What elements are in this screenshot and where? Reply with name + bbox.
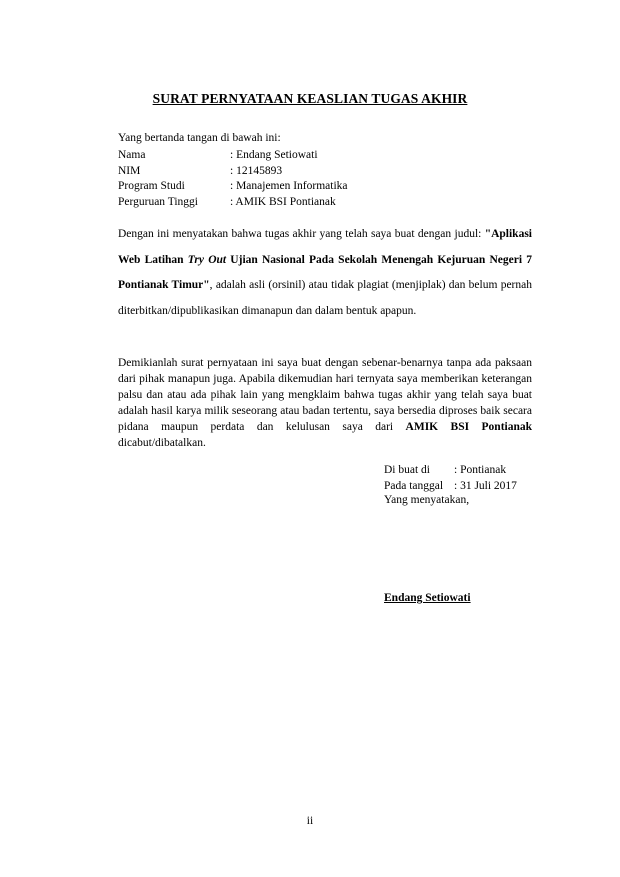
identity-value: : 12145893 [230,164,283,177]
identity-value: : Endang Setiowati [230,149,318,161]
declaration-paragraph [118,222,532,324]
document-title: SURAT PERNYATAAN KEASLIAN TUGAS AKHIR [152,91,468,106]
signature-table [384,462,517,494]
closing-tail: dicabut/dibatalkan. [118,437,206,449]
declaration-tail: , adalah asli (orsinil) atau tidak plagiat (menjiplak) dan belum pernah diterbitkan/dipublikasikan dimanapun dan dalam bentuk apapun. [118,279,532,317]
closing-paragraph [118,355,532,451]
identity-value: : AMIK BSI Pontianak [230,195,336,208]
identity-label: Program Studi [118,180,185,192]
place-value: : Pontianak [454,464,507,476]
thesis-title-part1: "Aplikasi Web Latihan [118,228,532,266]
date-value: : 31 Juli 2017 [454,480,517,492]
page-number: ii [306,815,314,827]
identity-label: Perguruan Tinggi [118,195,198,208]
place-label: Di buat di [384,464,430,476]
signature-date-row [384,478,517,494]
identity-value: : Manajemen Informatika [230,180,348,192]
date-label: Pada tanggal [384,480,444,492]
institution-name: AMIK BSI Pontianak [405,421,533,433]
thesis-title-part2: Ujian Nasional Pada Sekolah Menengah Kejuruan Negeri 7 Pontianak Timur" [118,253,533,291]
declaration-lead: Dengan ini menyatakan bahwa tugas akhir yang telah saya buat dengan judul: [118,228,485,240]
identity-row-name [118,148,348,164]
statement-text: Yang menyatakan, [384,494,470,506]
intro-text: Yang bertanda tangan di bawah ini: [118,132,281,144]
signer-name: Endang Setiowati [384,592,471,604]
identity-row-institution [118,195,348,211]
identity-label: Nama [118,149,146,161]
identity-table [118,148,348,210]
signature-place-row [384,462,517,478]
identity-label: NIM [118,164,141,177]
identity-row-program [118,179,348,195]
signature-block [384,462,517,506]
closing-text: Demikianlah surat pernyataan ini saya buat dengan sebenar-benarnya tanpa ada paksaan dari pihak manapun juga. Apabila dikemudian hari ternyata saya memberikan keterangan palsu dan atau ada pihak lain yang mengklaim bahwa tugas akhir yang telah saya buat adalah hasil karya milik seseorang atau badan tertentu, saya bersedia diproses baik secara pidana maupun perdata dan kelulusan saya dari [118,357,532,433]
identity-row-nim [118,164,348,180]
thesis-title-italic: Try Out [187,253,227,266]
